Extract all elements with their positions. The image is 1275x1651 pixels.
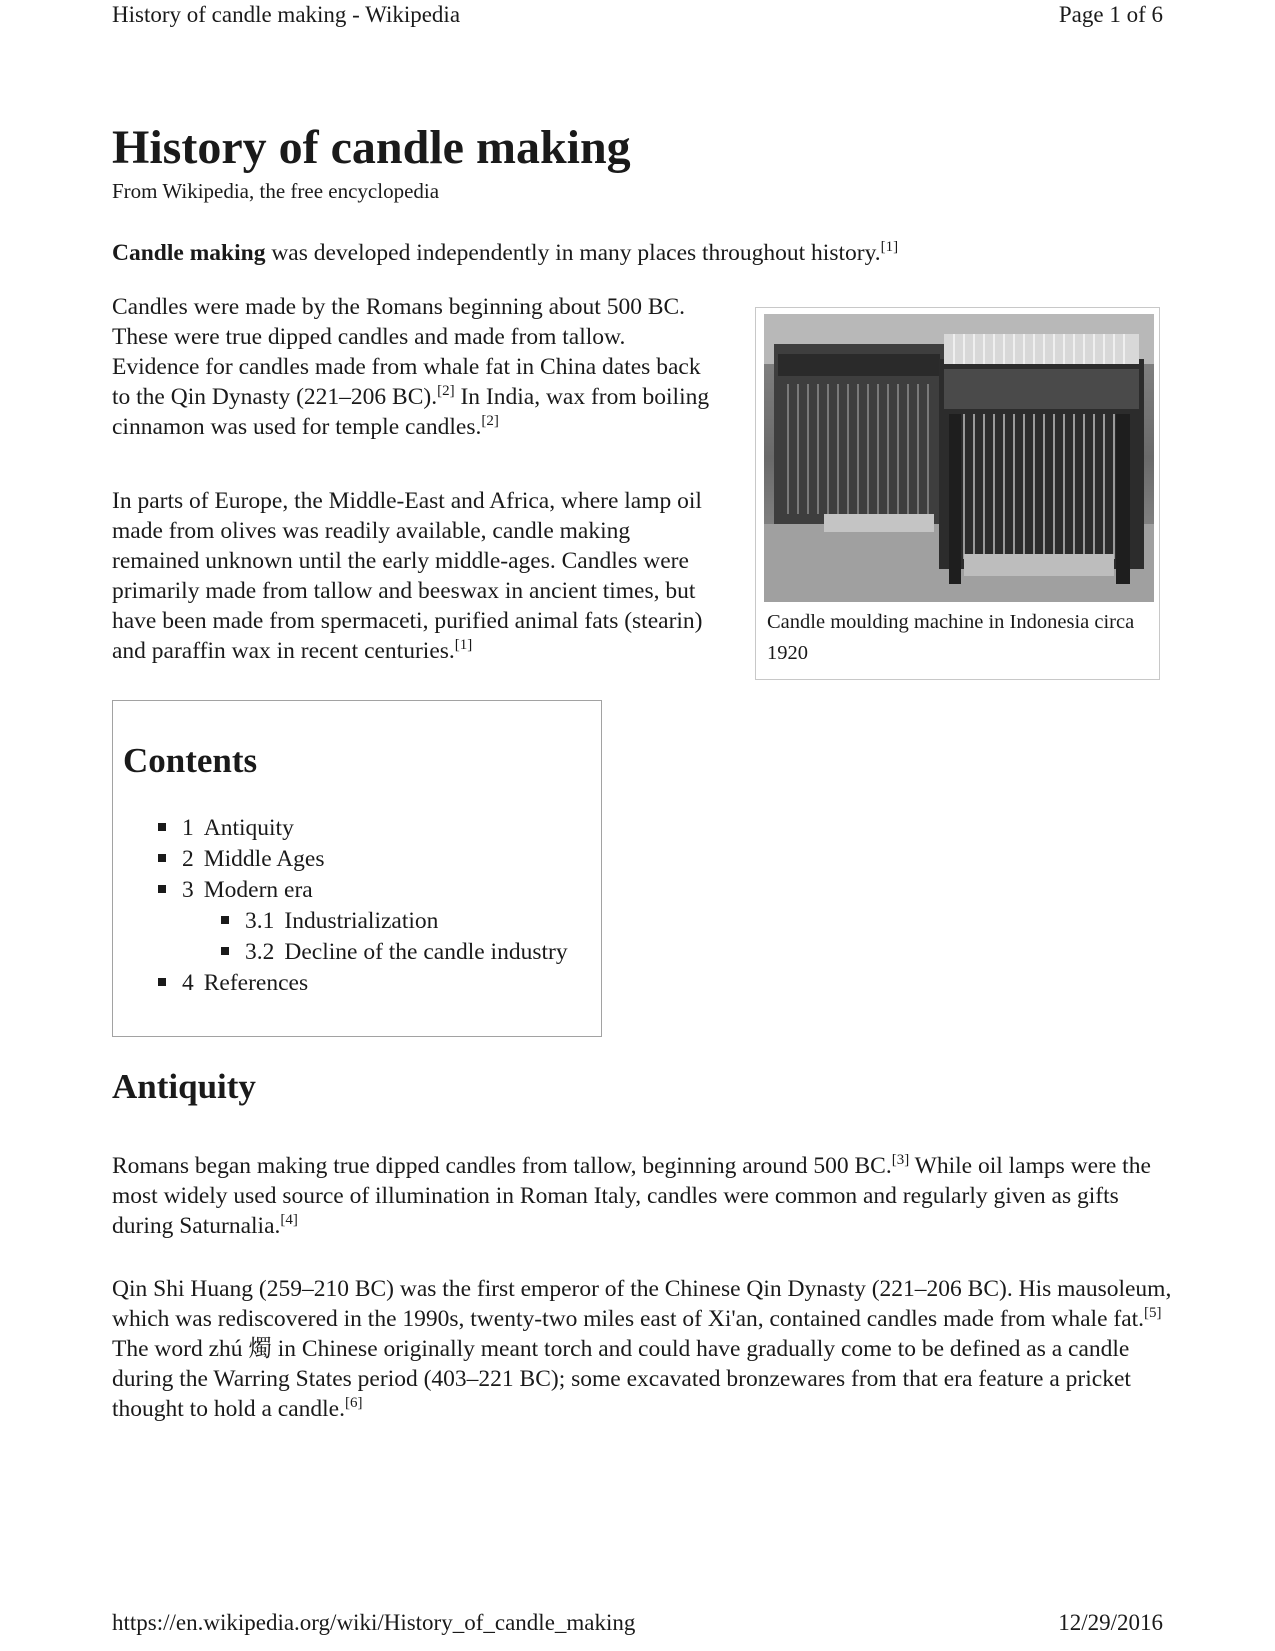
toc-item-label[interactable]: Antiquity — [203, 815, 294, 841]
intro-paragraph-1 — [112, 292, 712, 442]
toc-title: Contents — [123, 741, 258, 780]
lead-bold-term: Candle making — [112, 240, 266, 266]
paragraph-text: In parts of Europe, the Middle-East and Africa, where lamp oil made from olives was readily available, candle making remained unknown until the early middle-ages. Candles were primarily made from tallow and beeswax in ancient times, but have been made from spermaceti, purified animal fats (stearin) and paraffin wax in recent centuries. — [112, 488, 703, 664]
lead-text: was developed independently in many places throughout history. — [265, 240, 881, 266]
toc-item-antiquity[interactable] — [158, 813, 568, 844]
bullet-icon — [221, 916, 229, 924]
citation-link[interactable]: [1] — [880, 239, 899, 256]
print-footer-url[interactable]: https://en.wikipedia.org/wiki/History_of_candle_making — [112, 1610, 636, 1635]
toc-item-number: 4 — [182, 970, 194, 996]
citation-link[interactable]: [2] — [437, 383, 455, 400]
figure-thumbnail — [755, 307, 1160, 680]
toc-item-decline[interactable] — [158, 937, 568, 968]
article-title: History of candle making — [112, 121, 631, 174]
section-heading-antiquity: Antiquity — [112, 1067, 256, 1106]
citation-link[interactable]: [5] — [1144, 1305, 1162, 1322]
antiquity-paragraph-2 — [112, 1274, 1172, 1424]
bullet-icon — [158, 978, 166, 986]
bullet-icon — [158, 823, 166, 831]
paragraph-text: The word zhú 燭 in Chinese originally meant torch and could have gradually come to be defined as a candle during the Warring States period (403–221 BC); some excavated bronzewares from that era feature a pricket thought to hold a candle. — [112, 1336, 1131, 1422]
print-header-page-number: Page 1 of 6 — [1058, 2, 1163, 27]
intro-paragraph-2 — [112, 486, 722, 666]
bullet-icon — [158, 854, 166, 862]
toc-item-number: 2 — [182, 846, 194, 872]
toc-item-label[interactable]: Modern era — [203, 877, 313, 903]
lead-paragraph — [112, 238, 1162, 268]
toc-item-industrialization[interactable] — [158, 906, 568, 937]
antiquity-paragraph-1 — [112, 1151, 1172, 1241]
toc-item-middle-ages[interactable] — [158, 844, 568, 875]
print-footer-date: 12/29/2016 — [1058, 1610, 1163, 1635]
candle-machine-photo[interactable] — [764, 314, 1154, 602]
toc-item-number: 3 — [182, 877, 194, 903]
paragraph-text: Romans began making true dipped candles from tallow, beginning around 500 BC. — [112, 1153, 892, 1179]
toc-item-label[interactable]: Industrialization — [284, 908, 439, 934]
toc-list — [158, 813, 568, 999]
citation-link[interactable]: [1] — [454, 637, 473, 654]
citation-link[interactable]: [3] — [891, 1152, 910, 1169]
toc-item-references[interactable] — [158, 968, 568, 999]
toc-item-label[interactable]: References — [203, 970, 309, 996]
article-tagline: From Wikipedia, the free encyclopedia — [112, 179, 440, 203]
toc-item-label[interactable]: Middle Ages — [203, 846, 325, 872]
paragraph-text: Qin Shi Huang (259–210 BC) was the first emperor of the Chinese Qin Dynasty (221–206 BC). His mausoleum, which was rediscovered in the 1990s, twenty-two miles east of Xi'an, contained candles made from whale fat. — [112, 1276, 1172, 1332]
citation-link[interactable]: [2] — [481, 413, 499, 430]
bullet-icon — [158, 885, 166, 893]
paragraph-text: While oil lamps were the most widely used source of illumination in Roman Italy, candles were common and regularly given as gifts during Saturnalia. — [112, 1153, 1151, 1239]
citation-link[interactable]: [4] — [280, 1212, 298, 1229]
paragraph-text: Candles were made by the Romans beginning about 500 BC. These were true dipped candles and made from tallow. Evidence for candles made from whale fat in China dates back to the Qin Dynasty (221–206 BC). — [112, 294, 701, 410]
paragraph-text: In India, wax from boiling cinnamon was used for temple candles. — [112, 384, 710, 440]
bullet-icon — [221, 947, 229, 955]
table-of-contents — [112, 700, 602, 1037]
figure-caption: Candle moulding machine in Indonesia circa 1920 — [767, 611, 1135, 664]
toc-item-label[interactable]: Decline of the candle industry — [284, 939, 568, 965]
toc-item-number: 3.2 — [245, 939, 275, 965]
print-header-title: History of candle making - Wikipedia — [112, 2, 461, 27]
toc-item-modern-era[interactable] — [158, 875, 568, 906]
citation-link[interactable]: [6] — [345, 1395, 363, 1412]
toc-item-number: 1 — [182, 815, 194, 841]
toc-item-number: 3.1 — [245, 908, 275, 934]
